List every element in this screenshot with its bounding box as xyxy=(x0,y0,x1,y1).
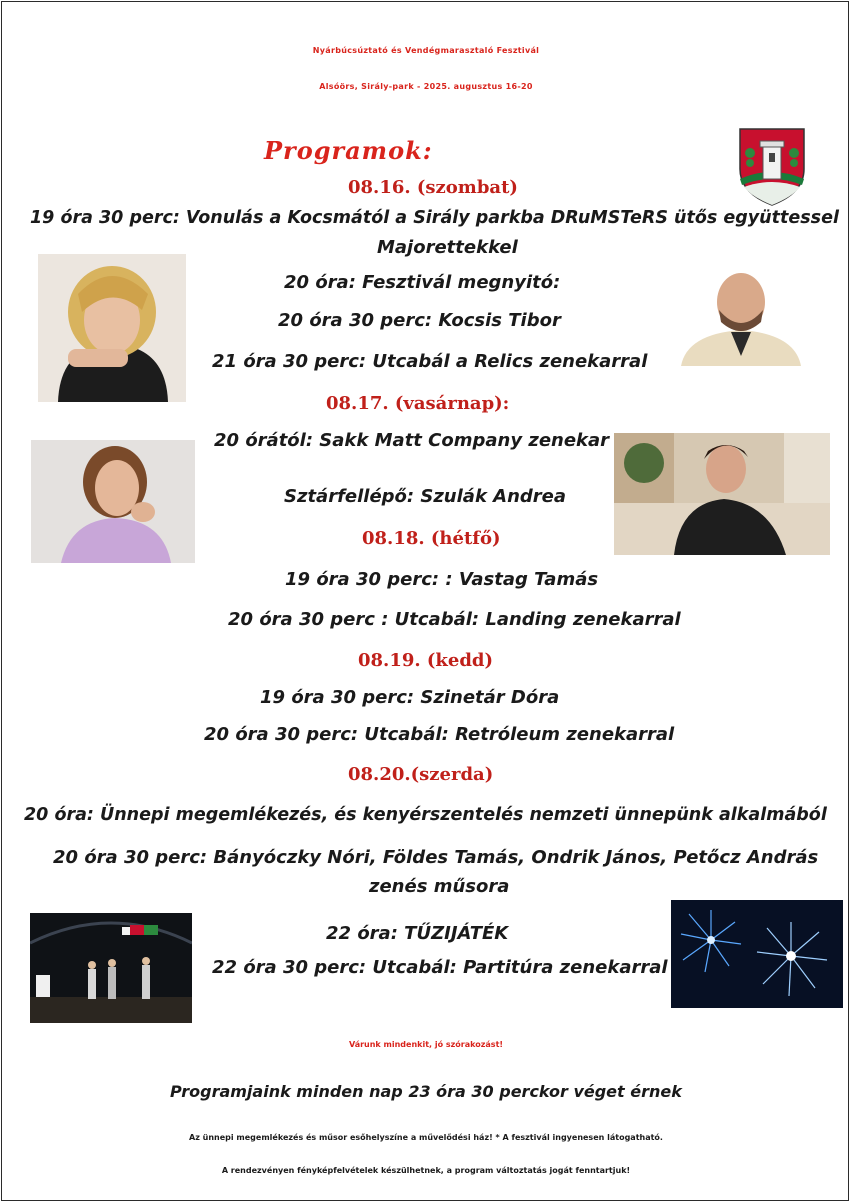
performer-photo xyxy=(38,254,186,402)
program-line: 21 óra 30 perc: Utcabál a Relics zenekarral xyxy=(212,351,648,372)
stage-photo xyxy=(30,913,192,1023)
program-line: 22 óra 30 perc: Utcabál: Partitúra zenekarral xyxy=(212,957,668,978)
program-line: 19 óra 30 perc: Vonulás a Kocsmától a Sirály parkba DRuMSTeRS ütős együttessel xyxy=(30,208,839,228)
footer-note-2: A rendezvényen fényképfelvételek készülhetnek, a program változtatás jogát fenntartjuk! xyxy=(221,1166,631,1175)
day-label-08-18: 08.18. (hétfő) xyxy=(362,528,501,549)
day-label-08-17: 08.17. (vasárnap): xyxy=(326,393,510,414)
program-line: 19 óra 30 perc: Szinetár Dóra xyxy=(260,687,560,708)
closing-message: Várunk mindenkit, jó szórakozást! xyxy=(348,1040,504,1049)
performer-photo xyxy=(614,433,830,555)
program-line: 20 óra 30 perc : Utcabál: Landing zenekarral xyxy=(228,609,681,630)
performer-photo xyxy=(679,266,803,366)
program-line: Majorettekkel xyxy=(377,237,518,258)
fireworks-photo xyxy=(671,900,843,1008)
day-label-08-16: 08.16. (szombat) xyxy=(348,177,518,198)
programs-heading: Programok: xyxy=(264,136,433,165)
festival-title-line2: Alsóörs, Sirály-park - 2025. augusztus 16-20 xyxy=(319,82,533,91)
end-time-note: Programjaink minden nap 23 óra 30 perckor véget érnek xyxy=(170,1082,682,1101)
program-line: Sztárfellépő: Szulák Andrea xyxy=(284,486,567,507)
program-line: 20 óra 30 perc: Kocsis Tibor xyxy=(278,310,561,331)
program-line: 20 óra: Fesztivál megnyitó: xyxy=(284,272,561,293)
footer-note-1: Az ünnepi megemlékezés és műsor esőhelyszíne a művelődési ház! * A fesztivál ingyenesen látogatható. xyxy=(189,1133,663,1142)
day-label-08-19: 08.19. (kedd) xyxy=(358,650,494,671)
program-line: 20 óra 30 perc: Bányóczky Nóri, Földes Tamás, Ondrik János, Petőcz András xyxy=(53,847,819,868)
program-line: 19 óra 30 perc: : Vastag Tamás xyxy=(285,569,599,590)
day-label-08-20: 08.20.(szerda) xyxy=(348,764,494,785)
coat-of-arms-icon xyxy=(736,125,808,207)
program-line: zenés műsora xyxy=(369,876,510,897)
performer-photo xyxy=(31,440,195,563)
program-line: 20 órától: Sakk Matt Company zenekar xyxy=(214,430,610,451)
program-line: 22 óra: TŰZIJÁTÉK xyxy=(326,923,509,944)
program-line: 20 óra: Ünnepi megemlékezés, és kenyérszentelés nemzeti ünnepünk alkalmából xyxy=(24,805,827,825)
festival-title-line1: Nyárbúcsúztató és Vendégmarasztaló Fesztivál xyxy=(312,46,540,55)
program-line: 20 óra 30 perc: Utcabál: Retróleum zenekarral xyxy=(204,724,675,745)
